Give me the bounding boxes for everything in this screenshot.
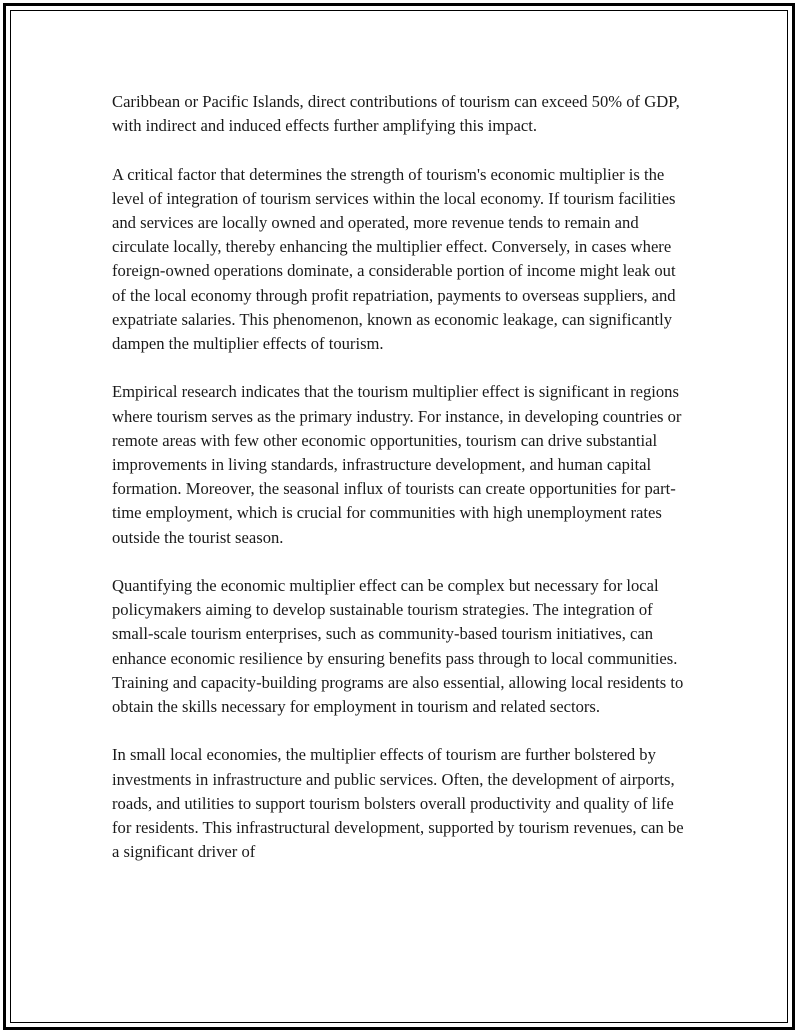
document-body	[112, 90, 692, 889]
paragraph: Empirical research indicates that the tourism multiplier effect is significant in regions where tourism serves as the primary industry. For instance, in developing countries or remote areas with few other economic opportunities, tourism can drive substantial improvements in living standards, infrastructure development, and human capital formation. Moreover, the seasonal influx of tourists can create opportunities for part-time employment, which is crucial for communities with high unemployment rates outside the tourist season.	[112, 382, 682, 547]
paragraph: A critical factor that determines the strength of tourism's economic multiplier is the level of integration of tourism services within the local economy. If tourism facilities and services are locally owned and operated, more revenue tends to remain and circulate locally, thereby enhancing the multiplier effect. Conversely, in cases where foreign-owned operations dominate, a considerable portion of income might leak out of the local economy through profit repatriation, payments to overseas suppliers, and expatriate salaries. This phenomenon, known as economic leakage, can significantly dampen the multiplier effects of tourism.	[112, 164, 676, 354]
paragraph: In small local economies, the multiplier effects of tourism are further bolstered by investments in infrastructure and public services. Often, the development of airports, roads, and utilities to support tourism bolsters overall productivity and quality of life for residents. This infrastructural development, supported by tourism revenues, can be a significant driver of	[112, 745, 684, 862]
paragraph: Quantifying the economic multiplier effect can be complex but necessary for local policymakers aiming to develop sustainable tourism strategies. The integration of small-scale tourism enterprises, such as community-based tourism initiatives, can enhance economic resilience by ensuring benefits pass through to local communities. Training and capacity-building programs are also essential, allowing local residents to obtain the skills necessary for employment in tourism and related sectors.	[112, 576, 684, 717]
paragraph: Caribbean or Pacific Islands, direct contributions of tourism can exceed 50% of GDP, with indirect and induced effects further amplifying this impact.	[112, 92, 680, 136]
